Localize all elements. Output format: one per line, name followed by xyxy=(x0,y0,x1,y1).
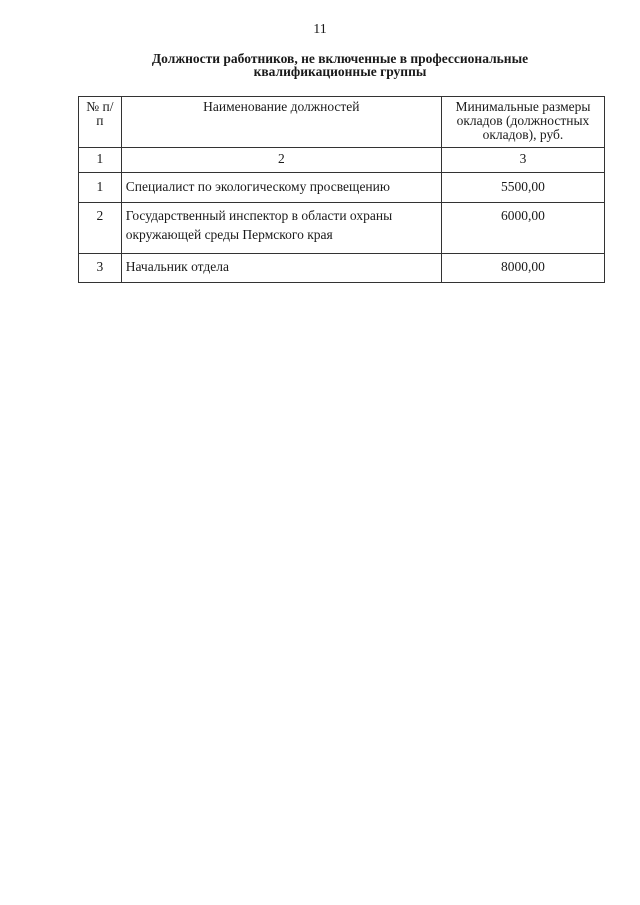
document-title xyxy=(80,52,600,78)
table-row xyxy=(79,203,605,254)
document-title-line-1: Должности работников, не включенные в профессиональные xyxy=(151,51,529,66)
row-number-cell: 3 xyxy=(79,254,122,283)
position-name-cell: Государственный инспектор в области охраны окружающей среды Пермского края xyxy=(121,203,441,254)
table-row xyxy=(79,254,605,283)
column-index-cell: 3 xyxy=(441,148,604,173)
header-minimum-salary: Минимальные размеры окладов (должностных окладов), руб. xyxy=(441,97,604,148)
header-position-name: Наименование должностей xyxy=(121,97,441,148)
row-number-cell: 1 xyxy=(79,173,122,203)
column-index-cell: 2 xyxy=(121,148,441,173)
salary-cell: 8000,00 xyxy=(441,254,604,283)
positions-table xyxy=(78,96,605,283)
column-index-cell: 1 xyxy=(79,148,122,173)
row-number-cell: 2 xyxy=(79,203,122,254)
table-row xyxy=(79,173,605,203)
position-name-cell: Специалист по экологическому просвещению xyxy=(121,173,441,203)
salary-cell: 6000,00 xyxy=(441,203,604,254)
document-title-line-2: квалификационные группы xyxy=(253,64,427,79)
salary-cell: 5500,00 xyxy=(441,173,604,203)
column-index-row xyxy=(79,148,605,173)
table-header-row xyxy=(79,97,605,148)
position-name-cell: Начальник отдела xyxy=(121,254,441,283)
header-number: № п/п xyxy=(79,97,122,148)
page-number: 11 xyxy=(313,22,327,37)
